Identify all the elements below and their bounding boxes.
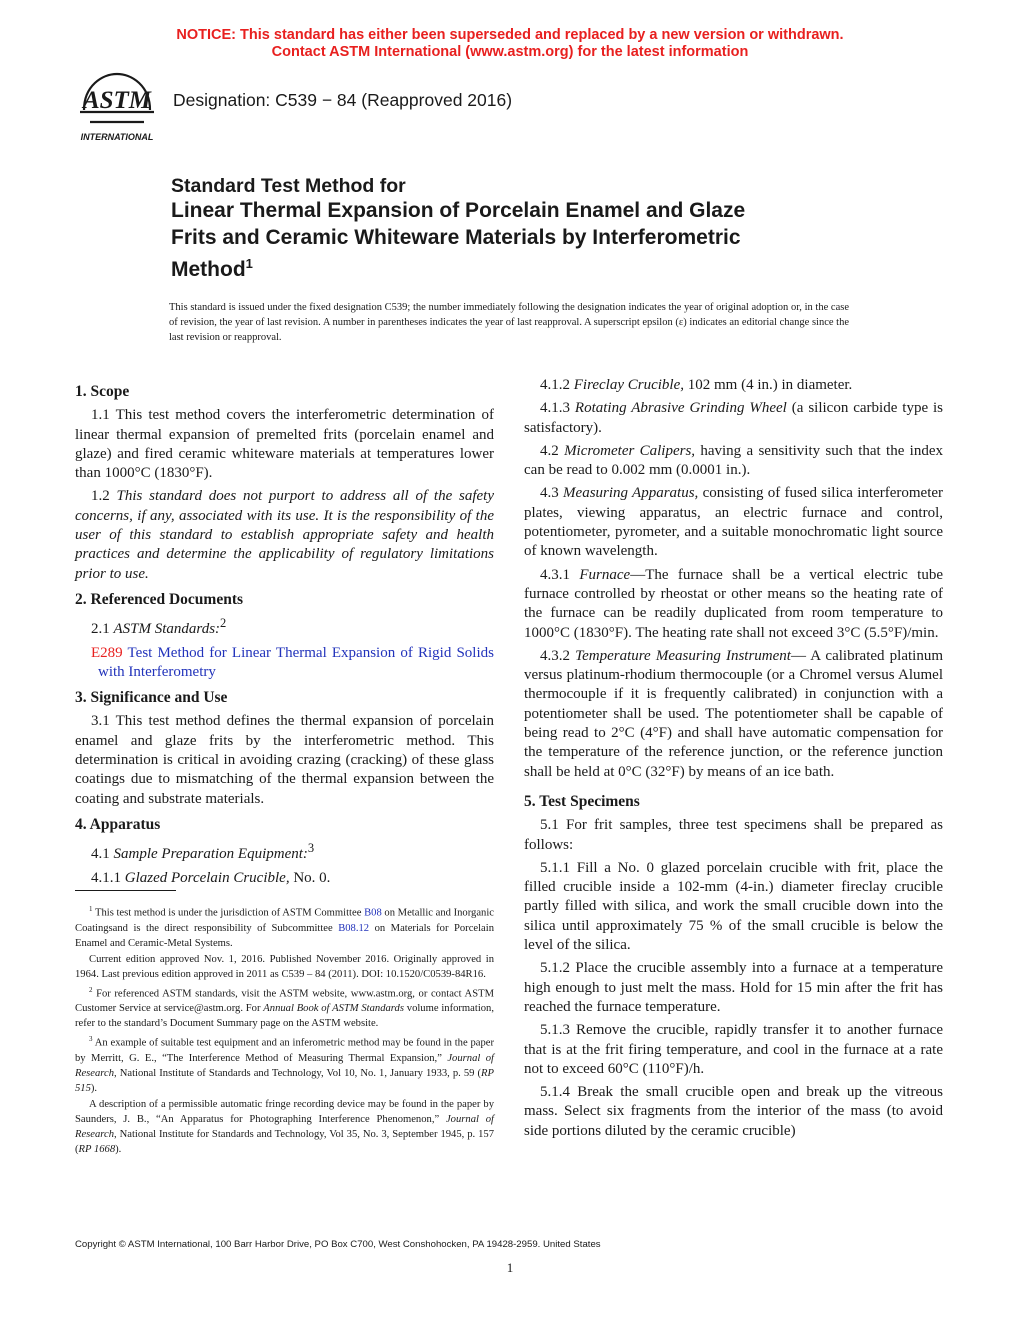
para-4-1-num: 4.1 xyxy=(91,846,110,863)
para-4-1-3-name: Rotating Abrasive Grinding Wheel xyxy=(574,400,787,417)
subcommittee-b08-12-link[interactable]: B08.12 xyxy=(338,922,370,934)
para-4-3-1-num: 4.3.1 xyxy=(540,566,570,583)
notice-line-2: Contact ASTM International (www.astm.org) for the latest information xyxy=(271,44,749,60)
para-5-1-1: 5.1.1 Fill a No. 0 glazed porcelain crucible with frit, place the filled crucible inside a 102-mm (4-in.) diameter fireclay crucible partly filled with silica, and work the small crucible down into the silica until approximately 75 % of the small crucible is below the level of the silica. xyxy=(524,859,943,954)
para-4-3-name: Measuring Apparatus, xyxy=(563,485,699,502)
para-4-1-1-rest: No. 0. xyxy=(293,869,331,886)
footnote-4-text-a: A description of a permissible automatic fringe recording device may be found in the paper by Saunders, J. B., “An Apparatus for Photographing Interference Phenomenon,” xyxy=(75,1098,494,1125)
para-4-1-2-rest: 102 mm (4 in.) in diameter. xyxy=(687,377,853,393)
para-1-2-text: This standard does not purport to address all of the safety concerns, if any, associated with its use. It is the responsibility of the user of this standard to establish appropriate safety and health practices and determine the applicability of regulatory limitations prior to use. xyxy=(75,488,495,582)
footnote-1 xyxy=(75,902,494,951)
ref-code[interactable]: E289 xyxy=(91,644,123,661)
para-3-1: 3.1 This test method defines the thermal expansion of porcelain enamel and glaze frits by the interferometric method. This determination is critical in avoiding crazing (cracking) of these glass coatings due to mismatching of the thermal expansion between the coating and substrate materials. xyxy=(75,713,494,807)
footnote-3-journal: Journal of Research xyxy=(75,1052,494,1079)
title-line-4 xyxy=(171,251,871,284)
footnote-3-text-c: ). xyxy=(90,1082,98,1094)
logo-subtext: INTERNATIONAL xyxy=(80,132,154,142)
para-2-1 xyxy=(75,614,494,639)
footnote-1-edition: Current edition approved Nov. 1, 2016. Published November 2016. Originally approved in 1964. Last previous edition approved in 2011 as C539 – 84 (2011). DOI: 10.1520/C0539-84R16. xyxy=(75,953,494,980)
para-4-3-2-name: Temperature Measuring Instrument xyxy=(575,647,791,664)
para-4-3-2 xyxy=(524,647,943,782)
section-test-specimens-heading: 5. Test Specimens xyxy=(524,792,640,810)
footnote-divider xyxy=(75,890,176,891)
footnote-1-text-b: on Metallic and Inorganic Coatingsand is the direct responsibility of Subcommittee xyxy=(75,907,494,934)
astm-logo xyxy=(74,68,160,144)
para-1-1: 1.1 This test method covers the interferometric determination of linear thermal expansion of premelted frits (porcelain enamel and glaze) and fired ceramic whiteware materials at temperatures lower than 1000°C (1830°F). xyxy=(75,407,494,482)
footnote-2-italic: Annual Book of ASTM Standards xyxy=(263,1003,404,1015)
logo-mark: ASTM xyxy=(82,87,152,114)
footnote-3-mark: 3 xyxy=(89,1035,93,1044)
para-4-1-2 xyxy=(524,376,943,395)
para-4-2-name: Micrometer Calipers, xyxy=(564,442,696,459)
para-4-2-num: 4.2 xyxy=(540,442,559,459)
footnote-4-text-b: , National Institute for Standards and Technology, Vol 35, No. 3, September 1945, p. 157 ( xyxy=(75,1128,494,1155)
para-4-3-num: 4.3 xyxy=(540,485,559,502)
para-4-1-sup[interactable]: 3 xyxy=(307,841,315,856)
footnote-2-mark: 2 xyxy=(89,985,93,994)
left-column xyxy=(75,376,494,892)
para-1-2-num: 1.2 xyxy=(91,488,110,505)
footnote-1-text-a: This test method is under the jurisdiction of ASTM Committee xyxy=(94,907,362,919)
para-4-2-rest: having a sensitivity such that the index can be read to 0.002 mm (0.0001 in.). xyxy=(524,442,943,479)
para-4-1-3-num: 4.1.3 xyxy=(540,400,570,417)
para-4-1-1-name: Glazed Porcelain Crucible, xyxy=(124,869,290,886)
para-4-1-3-rest: (a silicon carbide type is satisfactory). xyxy=(524,400,944,436)
para-5-1-4: 5.1.4 Break the small crucible open and break up the vitreous mass. Select six fragments from the interior of the mass (to avoid side portions diluted by the ceramic crucible) xyxy=(524,1084,943,1139)
para-4-3-1-rest: —The furnace shall be a vertical electric tube furnace controlled by rheostat or other means so the heating rate of the furnace can be readily duplicated from room temperature to 1000°C (1830°F). The heating rate shall not exceed 3°C (5.5°F)/min. xyxy=(524,566,944,641)
para-4-1-1 xyxy=(75,869,494,888)
title-word-method: Method xyxy=(171,258,246,281)
para-5-1: 5.1 For frit samples, three test specimens shall be prepared as follows: xyxy=(524,817,943,853)
para-5-1-2: 5.1.2 Place the crucible assembly into a furnace at a temperature high enough to just melt the mass. Hold for 15 min after the frit has reached the furnace temperature. xyxy=(524,960,943,1015)
para-5-1-3: 5.1.3 Remove the crucible, rapidly transfer it to another furnace that is at the frit firing temperature, and cool in the furnace at a rate not to exceed 60°C (110°F)/h. xyxy=(524,1022,943,1077)
document-title xyxy=(171,174,871,284)
para-4-3-rest: consisting of fused silica interferometer plates, viewing apparatus, an electric furnace and control, potentiometer, pyrometer, and a suitable monochromatic light source of known wavelength. xyxy=(524,485,944,560)
footnote-4-text-c: ). xyxy=(115,1143,122,1155)
footnote-1-mark: 1 xyxy=(89,905,93,913)
para-4-2 xyxy=(524,442,943,481)
footnote-1-text-c: on Materials for Porcelain Enamel and Ceramic-Metal Systems. xyxy=(75,922,494,949)
footnote-2 xyxy=(75,983,494,1032)
section-significance-heading: 3. Significance and Use xyxy=(75,689,228,707)
para-4-3-2-num: 4.3.2 xyxy=(540,647,570,664)
para-2-1-num: 2.1 xyxy=(91,621,110,638)
footnote-3-text-a: An example of suitable test equipment and an inferometric method may be found in the paper by Merritt, G. E., “The Interference Method of Measuring Thermal Expansion,” xyxy=(75,1037,494,1064)
section-referenced-docs-heading: 2. Referenced Documents xyxy=(75,590,244,608)
withdrawal-notice xyxy=(0,27,1020,61)
footnote-3-text-b: , National Institute of Standards and Technology, Vol 10, No. 1, January 1933, p. 59 ( xyxy=(114,1067,482,1079)
copyright-line: Copyright © ASTM International, 100 Barr Harbor Drive, PO Box C700, West Conshohocken, PA 19428-2959. United States xyxy=(75,1239,601,1250)
ref-title-link[interactable]: Test Method for Linear Thermal Expansion of Rigid Solids with Interferometry xyxy=(98,644,494,680)
title-line-1: Standard Test Method for xyxy=(171,175,406,197)
title-line-3: Frits and Ceramic Whiteware Materials by Interferometric xyxy=(171,225,741,249)
section-scope-heading: 1. Scope xyxy=(75,383,130,400)
para-4-1-2-num: 4.1.2 xyxy=(540,377,570,393)
para-4-3-1-name: Furnace xyxy=(579,566,631,583)
right-column xyxy=(524,376,943,1145)
para-4-1-1-num: 4.1.1 xyxy=(91,869,121,886)
title-footnote-mark[interactable]: 1 xyxy=(245,256,253,271)
para-4-1-3 xyxy=(524,399,943,438)
footnote-3-rp: RP 515 xyxy=(75,1067,494,1094)
para-4-3-1 xyxy=(524,566,943,643)
standard-issuance-note: This standard is issued under the fixed designation C539; the number immediately following the designation indicates the year of original adoption or, in the case of revision, the year of last revision. A number in parentheses indicates the year of last reapproval. A superscript epsilon (ε) indicates an editorial change since the last revision or reapproval. xyxy=(169,302,849,343)
section-apparatus-heading: 4. Apparatus xyxy=(75,815,161,833)
footnote-3 xyxy=(75,1032,494,1096)
para-1-2 xyxy=(75,487,494,583)
committee-b08-link[interactable]: B08 xyxy=(364,907,382,919)
referenced-standard-e289[interactable] xyxy=(75,644,494,683)
footnote-3-addendum xyxy=(75,1097,494,1157)
notice-line-1: NOTICE: This standard has either been superseded and replaced by a new version or withdrawn. xyxy=(176,27,844,43)
para-4-1-2-name: Fireclay Crucible, xyxy=(573,377,684,393)
para-4-1-text: Sample Preparation Equipment: xyxy=(113,846,308,863)
para-4-3 xyxy=(524,484,943,561)
para-2-1-sup[interactable]: 2 xyxy=(220,616,227,631)
footnotes xyxy=(75,902,494,1158)
footnote-4-journal: Journal of Research xyxy=(75,1113,494,1140)
designation: Designation: C539 − 84 (Reapproved 2016) xyxy=(173,90,513,110)
footnote-2-text-a: For referenced ASTM standards, visit the ASTM website, www.astm.org, or contact ASTM Customer Service at service@astm.org. For xyxy=(75,988,494,1015)
title-line-2: Linear Thermal Expansion of Porcelain Enamel and Glaze xyxy=(171,199,746,222)
footnote-4-rp: RP 1668 xyxy=(78,1143,116,1155)
page-number: 1 xyxy=(506,1260,514,1275)
para-4-3-2-rest: — A calibrated platinum versus platinum-rhodium thermocouple (or a Chromel versus Alumel thermocouple if it is frequently calibrated) in conjunction with a potentiometer shall be used. The potentiometer shall be capable of being read to 2°C (4°F) and shall have automatic compensation for the temperature of the reference junction, or the reference junction shall be held at 0°C (32°F) by means of an ice bath. xyxy=(524,647,944,780)
footnote-2-text-b: volume information, refer to the standard’s Document Summary page on the ASTM website. xyxy=(75,1003,495,1030)
para-2-1-text: ASTM Standards: xyxy=(113,621,221,638)
para-4-1 xyxy=(75,839,494,864)
